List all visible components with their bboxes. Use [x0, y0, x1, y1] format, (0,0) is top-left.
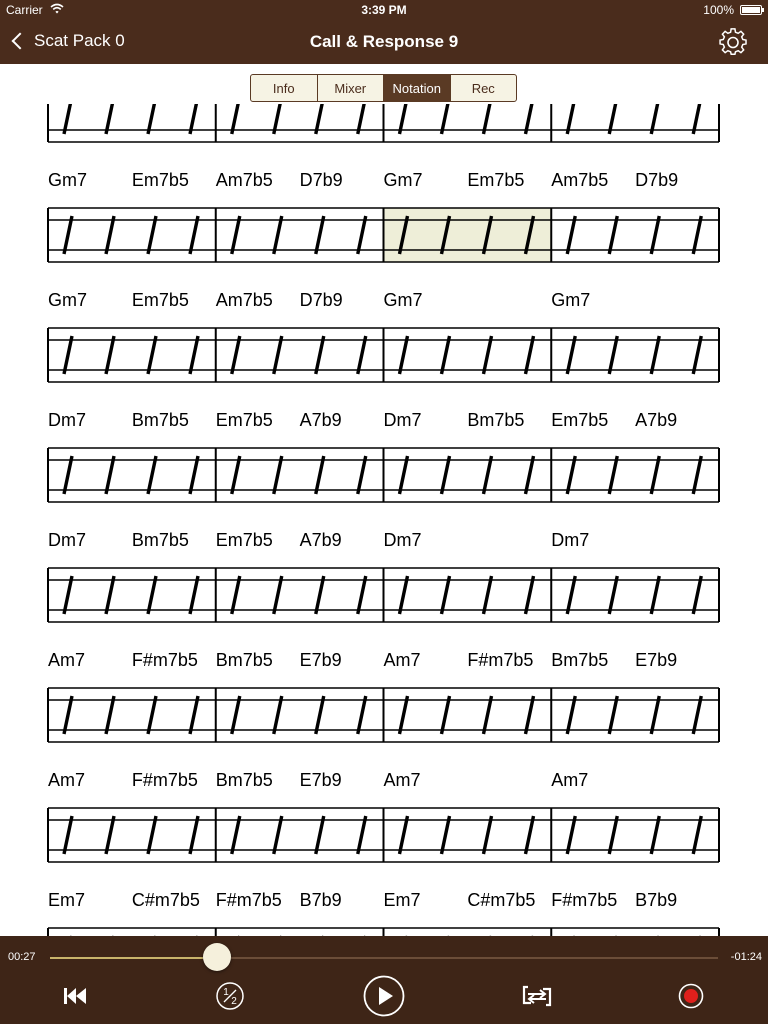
beat-slash — [400, 336, 408, 374]
beat-slash — [609, 696, 617, 734]
beat-slash — [442, 696, 450, 734]
beat-slash — [609, 576, 617, 614]
chord-symbol: D7b9 — [299, 170, 343, 190]
beat-slash — [148, 576, 156, 614]
beat-slash — [316, 336, 324, 374]
beat-slash — [232, 456, 240, 494]
back-button-label: Scat Pack 0 — [34, 31, 125, 50]
beat-slash — [567, 216, 575, 254]
loop-icon[interactable] — [521, 983, 553, 1014]
beat-slash — [358, 576, 366, 614]
beat-slash — [567, 816, 575, 854]
chord-symbol: Am7b5 — [215, 170, 273, 190]
beat-slash — [232, 576, 240, 614]
chord-symbol: E7b9 — [635, 650, 678, 670]
chord-symbol: Am7 — [551, 770, 589, 790]
chord-symbol: Gm7 — [48, 290, 88, 310]
status-bar — [0, 0, 768, 22]
chord-symbol: Em7b5 — [467, 170, 525, 190]
chord-symbol: B7b9 — [299, 890, 342, 910]
beat-slash — [484, 336, 492, 374]
beat-slash — [609, 816, 617, 854]
beat-slash — [609, 456, 617, 494]
beat-slash — [651, 336, 659, 374]
chord-symbol: Em7b5 — [131, 290, 189, 310]
tab-notation[interactable]: Notation — [384, 75, 451, 101]
beat-slash — [358, 816, 366, 854]
chord-symbol: Dm7 — [383, 410, 422, 430]
chord-symbol: A7b9 — [635, 410, 678, 430]
chord-symbol: Dm7 — [48, 410, 87, 430]
beat-slash — [693, 696, 701, 734]
elapsed-time: 00:27 — [8, 951, 36, 963]
beat-slash — [64, 576, 72, 614]
beat-slash — [316, 816, 324, 854]
beat-slash — [232, 816, 240, 854]
beat-slash — [316, 456, 324, 494]
chord-symbol: A7b9 — [299, 530, 342, 550]
beat-slash — [190, 216, 198, 254]
beat-slash — [316, 216, 324, 254]
clock: 3:39 PM — [361, 3, 407, 17]
beat-slash — [232, 216, 240, 254]
gear-icon[interactable] — [718, 27, 748, 57]
chord-symbol: D7b9 — [635, 170, 679, 190]
beat-slash — [567, 456, 575, 494]
chord-symbol: Em7 — [383, 890, 421, 910]
chord-symbol: Dm7 — [383, 530, 422, 550]
beat-slash — [64, 456, 72, 494]
beat-slash — [609, 336, 617, 374]
beat-slash — [274, 456, 282, 494]
beat-slash — [190, 456, 198, 494]
chord-symbol: Am7b5 — [215, 290, 273, 310]
beat-slash — [442, 576, 450, 614]
notation-score — [0, 104, 768, 936]
beat-slash — [274, 216, 282, 254]
beat-slash — [106, 336, 114, 374]
beat-slash — [651, 696, 659, 734]
battery-percent: 100% — [703, 3, 734, 17]
half-speed-numerator: 1 — [223, 987, 229, 998]
chord-symbol: Bm7b5 — [215, 650, 273, 670]
beat-slash — [567, 336, 575, 374]
beat-slash — [400, 696, 408, 734]
transport-bar — [0, 936, 768, 1024]
chord-symbol: Em7b5 — [215, 410, 273, 430]
progress-track[interactable] — [50, 957, 718, 959]
beat-slash — [567, 576, 575, 614]
carrier-label: Carrier — [6, 3, 43, 17]
beat-slash — [526, 816, 534, 854]
chord-symbol: Am7 — [383, 650, 421, 670]
beat-slash — [148, 816, 156, 854]
beat-slash — [693, 216, 701, 254]
beat-slash — [232, 336, 240, 374]
beat-slash — [106, 216, 114, 254]
beat-slash — [400, 576, 408, 614]
chord-symbol: C#m7b5 — [131, 890, 200, 910]
beat-slash — [358, 216, 366, 254]
record-icon[interactable] — [678, 983, 704, 1014]
half-speed-icon[interactable] — [215, 981, 245, 1016]
chord-symbol: F#m7b5 — [551, 890, 618, 910]
beat-slash — [484, 816, 492, 854]
chord-symbol: E7b9 — [299, 770, 342, 790]
beat-slash — [400, 456, 408, 494]
beat-slash — [693, 336, 701, 374]
remaining-time: -01:24 — [730, 951, 762, 963]
chord-symbol: Gm7 — [48, 170, 88, 190]
beat-slash — [693, 456, 701, 494]
beat-slash — [526, 696, 534, 734]
chord-symbol: Em7b5 — [551, 410, 609, 430]
half-speed-denominator: 2 — [231, 996, 237, 1007]
beat-slash — [106, 576, 114, 614]
beat-slash — [651, 816, 659, 854]
chord-symbol: Gm7 — [383, 170, 423, 190]
page-title: Call & Response 9 — [309, 32, 459, 51]
chord-symbol: E7b9 — [299, 650, 342, 670]
battery-icon — [740, 5, 762, 15]
beat-slash — [64, 216, 72, 254]
beat-slash — [232, 696, 240, 734]
chord-symbol: F#m7b5 — [467, 650, 534, 670]
chord-symbol: Bm7b5 — [467, 410, 525, 430]
beat-slash — [106, 696, 114, 734]
beat-slash — [106, 456, 114, 494]
tab-info[interactable]: Info — [251, 75, 318, 101]
chord-symbol: Am7 — [48, 650, 86, 670]
beat-slash — [693, 576, 701, 614]
tab-rec[interactable]: Rec — [471, 80, 495, 96]
beat-slash — [526, 336, 534, 374]
chord-symbol: Bm7b5 — [131, 410, 189, 430]
rewind-icon[interactable] — [62, 985, 88, 1012]
beat-slash — [190, 696, 198, 734]
navigation-bar — [0, 22, 768, 64]
chord-symbol: F#m7b5 — [215, 890, 282, 910]
beat-slash — [64, 816, 72, 854]
beat-slash — [190, 576, 198, 614]
beat-slash — [609, 216, 617, 254]
beat-slash — [190, 816, 198, 854]
beat-slash — [274, 576, 282, 614]
progress-thumb[interactable] — [203, 943, 231, 971]
progress-fill — [50, 957, 217, 959]
beat-slash — [148, 216, 156, 254]
chord-symbol: Gm7 — [551, 290, 591, 310]
beat-slash — [442, 816, 450, 854]
beat-slash — [651, 456, 659, 494]
beat-slash — [190, 336, 198, 374]
view-segmented-control — [250, 74, 517, 102]
beat-slash — [484, 696, 492, 734]
chord-symbol: B7b9 — [635, 890, 678, 910]
beat-slash — [693, 816, 701, 854]
tab-mixer[interactable]: Mixer — [318, 75, 385, 101]
beat-slash — [148, 456, 156, 494]
chord-symbol: F#m7b5 — [131, 770, 198, 790]
beat-slash — [316, 696, 324, 734]
beat-slash — [484, 456, 492, 494]
score-canvas — [0, 104, 768, 936]
beat-slash — [567, 696, 575, 734]
chord-symbol: Em7b5 — [131, 170, 189, 190]
beat-slash — [316, 576, 324, 614]
chord-symbol: Am7 — [383, 770, 421, 790]
beat-slash — [484, 576, 492, 614]
chord-symbol: D7b9 — [299, 290, 343, 310]
beat-slash — [651, 576, 659, 614]
chord-symbol: Dm7 — [551, 530, 590, 550]
beat-slash — [274, 696, 282, 734]
play-icon[interactable] — [363, 975, 405, 1022]
chord-symbol: Bm7b5 — [131, 530, 189, 550]
chord-symbol: Em7 — [48, 890, 86, 910]
beat-slash — [651, 216, 659, 254]
beat-slash — [64, 696, 72, 734]
chord-symbol: Am7 — [48, 770, 86, 790]
beat-slash — [526, 576, 534, 614]
beat-slash — [442, 456, 450, 494]
beat-slash — [148, 696, 156, 734]
beat-slash — [442, 336, 450, 374]
beat-slash — [148, 336, 156, 374]
beat-slash — [358, 336, 366, 374]
beat-slash — [526, 456, 534, 494]
chord-symbol: Dm7 — [48, 530, 87, 550]
chord-symbol: Am7b5 — [551, 170, 609, 190]
chord-symbol: C#m7b5 — [467, 890, 536, 910]
beat-slash — [274, 816, 282, 854]
chord-symbol: Bm7b5 — [215, 770, 273, 790]
beat-slash — [106, 816, 114, 854]
chord-symbol: Bm7b5 — [551, 650, 609, 670]
chord-symbol: F#m7b5 — [131, 650, 198, 670]
beat-slash — [274, 336, 282, 374]
beat-slash — [400, 816, 408, 854]
chord-symbol: Gm7 — [383, 290, 423, 310]
chord-symbol: Em7b5 — [215, 530, 273, 550]
chord-symbol: A7b9 — [299, 410, 342, 430]
beat-slash — [64, 336, 72, 374]
beat-slash — [358, 456, 366, 494]
beat-slash — [358, 696, 366, 734]
